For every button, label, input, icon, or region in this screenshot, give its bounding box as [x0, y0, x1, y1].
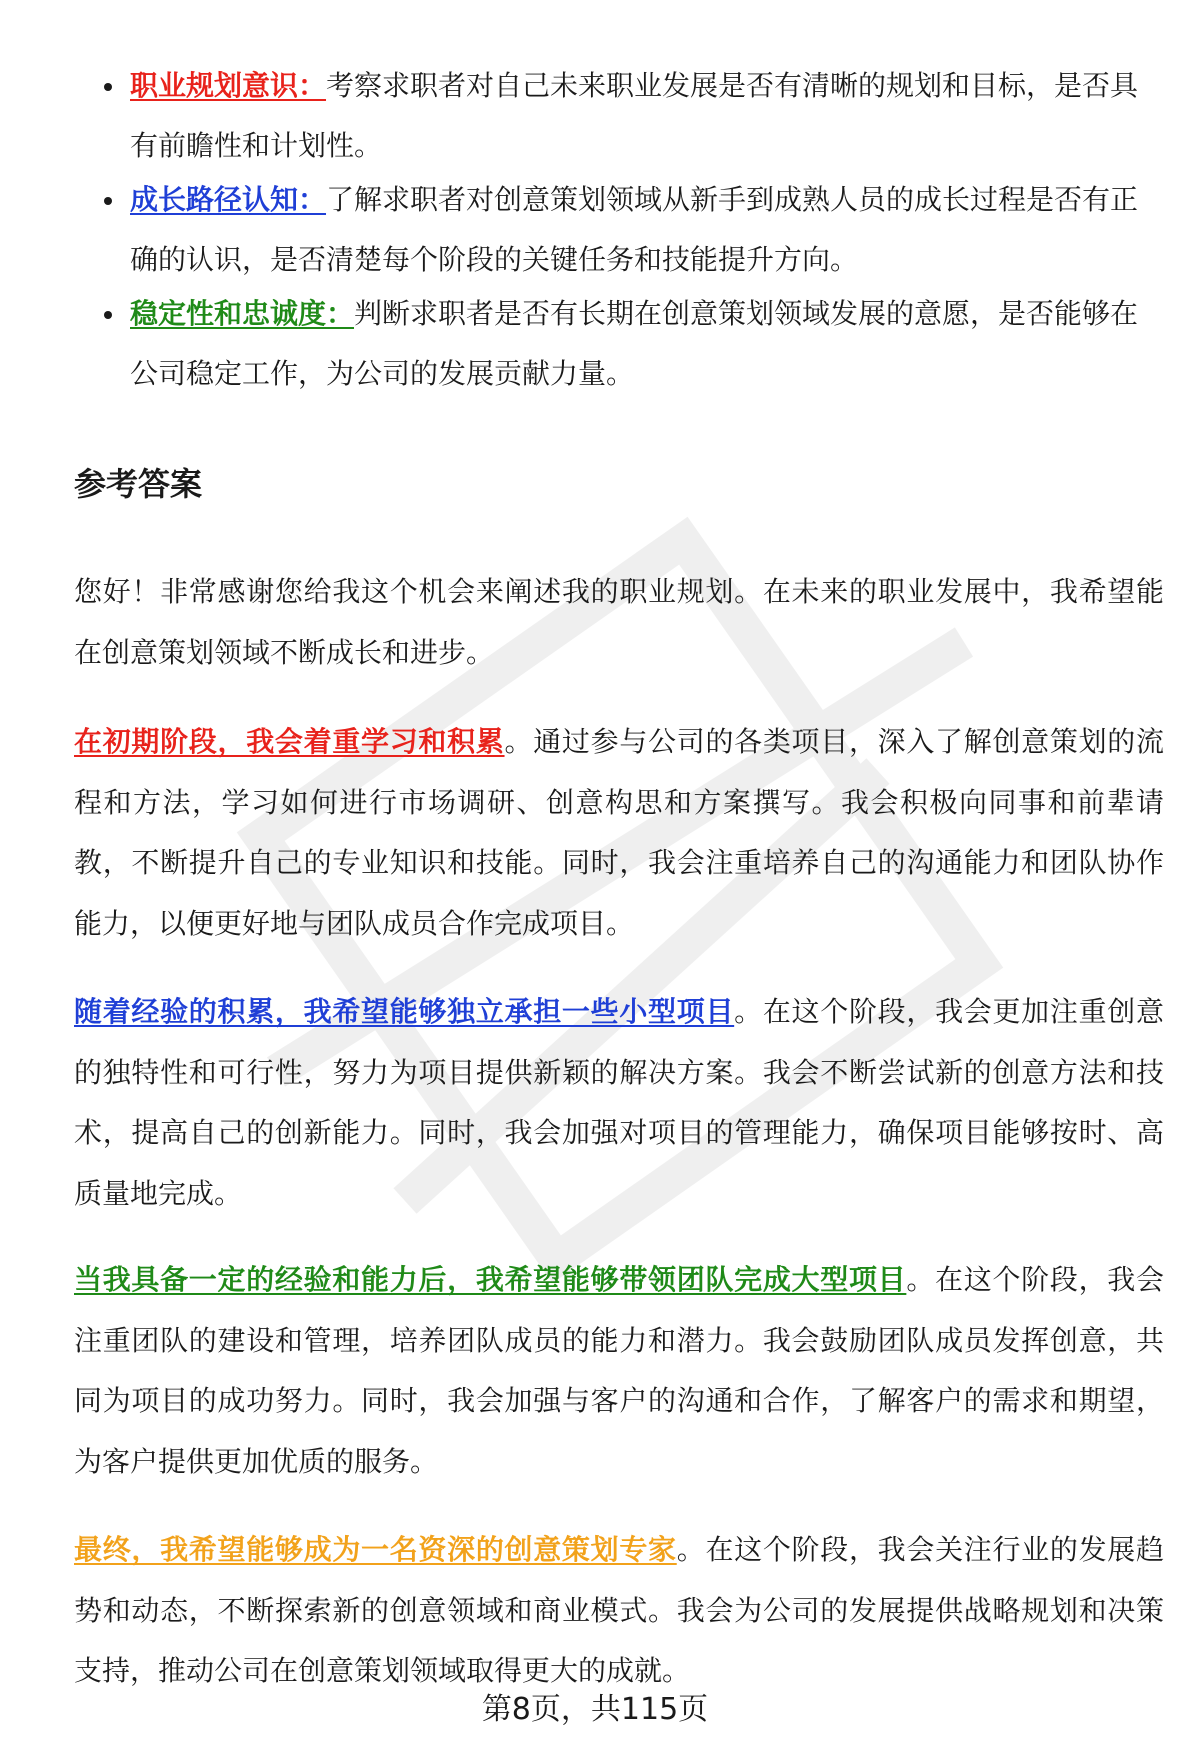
answer-paragraph: [74, 712, 1164, 954]
list-item-label: 稳定性和忠诚度：: [130, 297, 355, 330]
answer-paragraph: [74, 1520, 1164, 1702]
list-item-text: 考察求职者对自己未来职业发展是否有清晰的规划和目标，是否具有前瞻性和计划性。: [130, 69, 1139, 162]
paragraph-highlight: 随着经验的积累，我希望能够独立承担一些小型项目: [74, 995, 735, 1028]
list-item: [74, 56, 1164, 176]
list-item: [74, 170, 1164, 290]
bullet-icon: [104, 311, 112, 319]
answer-paragraph: [74, 982, 1164, 1224]
paragraph-text: 。通过参与公司的各类项目，深入了解创意策划的流程和方法，学习如何进行市场调研、创意构思和方案撰写。我会积极向同事和前辈请教，不断提升自己的专业知识和技能。同时，我会注重培养自己的沟通能力和团队协作能力，以便更好地与团队成员合作完成项目。: [74, 725, 1164, 940]
answer-paragraph: [74, 562, 1164, 683]
answer-paragraph: [74, 1250, 1164, 1492]
paragraph-highlight: 在初期阶段，我会着重学习和积累: [74, 725, 505, 758]
criteria-list: [74, 56, 1164, 404]
list-item-text: 了解求职者对创意策划领域从新手到成熟人员的成长过程是否有正确的认识，是否清楚每个阶段的关键任务和技能提升方向。: [130, 183, 1139, 276]
list-item: [74, 284, 1164, 404]
page-number: 第8页，共115页: [481, 1692, 709, 1727]
paragraph-highlight: 当我具备一定的经验和能力后，我希望能够带领团队完成大型项目: [74, 1263, 907, 1296]
paragraph-text: 您好！非常感谢您给我这个机会来阐述我的职业规划。在未来的职业发展中，我希望能在创意策划领域不断成长和进步。: [74, 575, 1164, 669]
paragraph-text: 。在这个阶段，我会关注行业的发展趋势和动态，不断探索新的创意领域和商业模式。我会为公司的发展提供战略规划和决策支持，推动公司在创意策划领域取得更大的成就。: [74, 1533, 1164, 1687]
section-heading: 参考答案: [74, 465, 203, 503]
list-item-label: 成长路径认知：: [130, 183, 327, 216]
paragraph-highlight: 最终，我希望能够成为一名资深的创意策划专家: [74, 1533, 677, 1566]
bullet-icon: [104, 83, 112, 91]
bullet-icon: [104, 197, 112, 205]
paragraph-text: 。在这个阶段，我会更加注重创意的独特性和可行性，努力为项目提供新颖的解决方案。我会不断尝试新的创意方法和技术，提高自己的创新能力。同时，我会加强对项目的管理能力，确保项目能够按时、高质量地完成。: [74, 995, 1164, 1210]
list-item-text: 判断求职者是否有长期在创意策划领域发展的意愿，是否能够在公司稳定工作，为公司的发展贡献力量。: [130, 297, 1139, 390]
list-item-label: 职业规划意识：: [130, 69, 327, 102]
paragraph-text: 。在这个阶段，我会注重团队的建设和管理，培养团队成员的能力和潜力。我会鼓励团队成员发挥创意，共同为项目的成功努力。同时，我会加强与客户的沟通和合作，了解客户的需求和期望，为客户提供更加优质的服务。: [74, 1263, 1164, 1478]
